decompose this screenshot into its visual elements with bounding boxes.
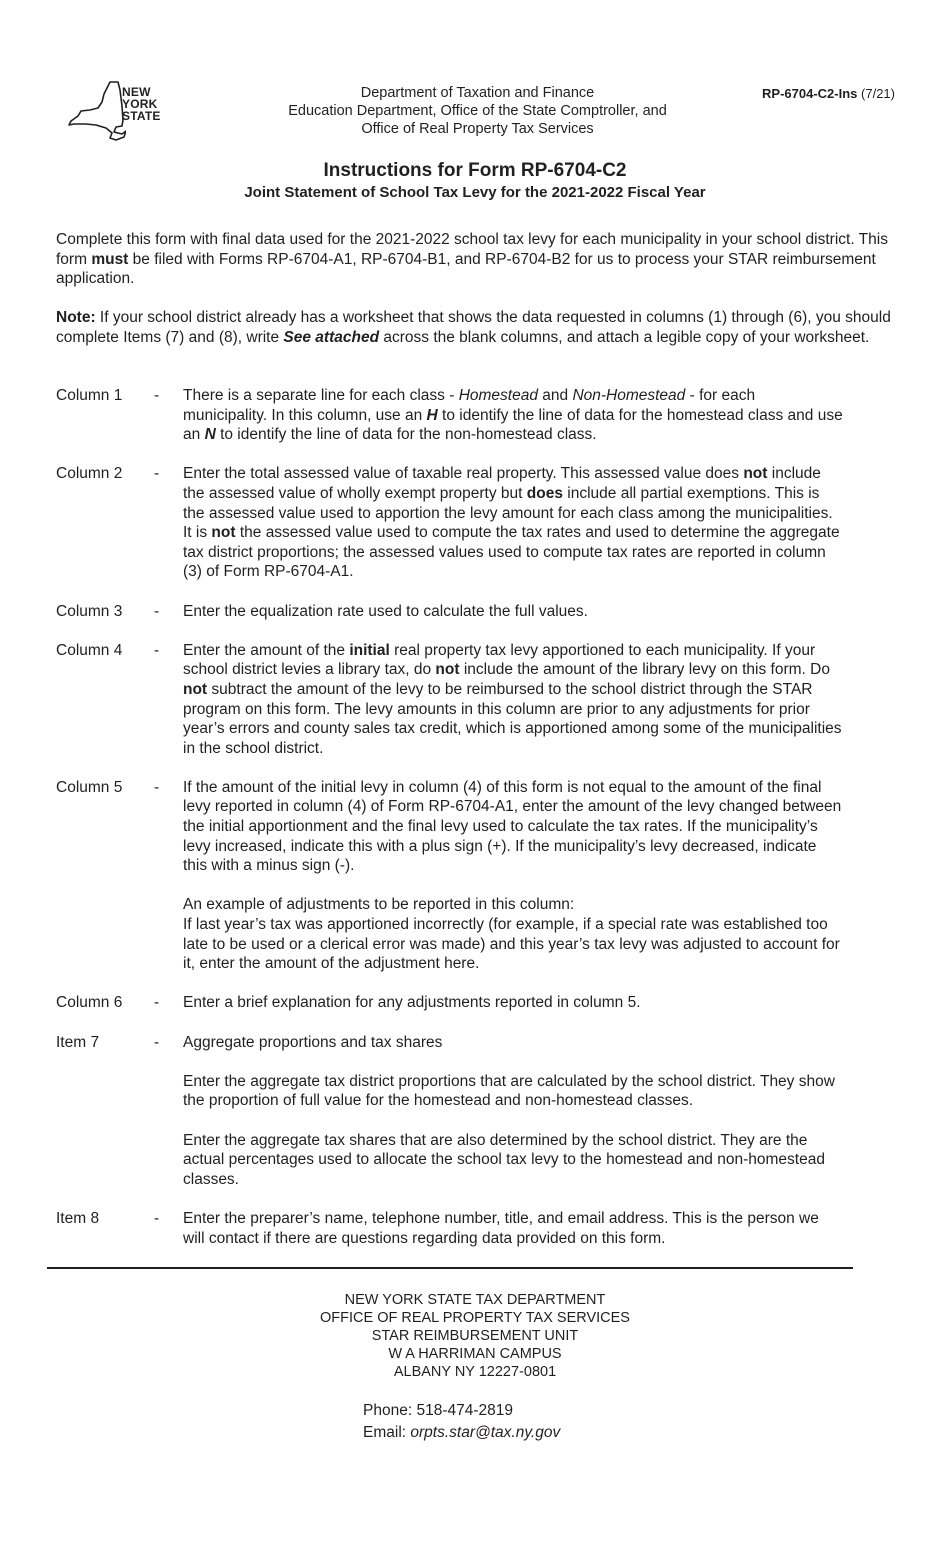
- divider: [47, 1267, 853, 1269]
- item-dash: -: [154, 387, 160, 404]
- desc-text: If last year’s tax was apportioned incorrectly (for example, if a special rate was established too late to be used or a clerical error was made) and this year’s tax levy was adjusted to account for it, enter the amount of the adjustment here.: [183, 916, 840, 973]
- agency-line: Department of Taxation and Finance: [360, 85, 595, 101]
- instruction-column-1: [56, 386, 896, 445]
- desc-text: Enter the total assessed value of taxable real property. This assessed value does: [183, 465, 744, 483]
- item-dash: -: [154, 641, 160, 659]
- item-label: Column 2: [56, 465, 123, 483]
- intro-emphasis: must: [91, 250, 129, 268]
- note-paragraph: [56, 308, 896, 347]
- desc-paragraph: Aggregate proportions and tax shares: [183, 1033, 443, 1051]
- logo-line: STATE: [122, 109, 161, 123]
- note-emphasis: See attached: [283, 328, 380, 346]
- agency-line: Education Department, Office of the State Comptroller, and: [288, 103, 667, 119]
- item-description: [183, 778, 843, 974]
- intro-text: Complete this form with final data used for the 2021-2022 school tax levy for each municipality in your school district. This form: [56, 231, 888, 268]
- form-code-number: RP-6704-C2-Ins: [762, 86, 858, 101]
- nys-map-outline: [66, 80, 126, 144]
- page-title: Instructions for Form RP-6704-C2: [323, 160, 627, 181]
- address-line: ALBANY NY 12227-0801: [393, 1364, 557, 1380]
- phone-number: 518-474-2819: [416, 1402, 513, 1419]
- email-label: Email:: [363, 1424, 407, 1441]
- page-subtitle: Joint Statement of School Tax Levy for the 2021-2022 Fiscal Year: [244, 184, 706, 201]
- desc-code: H: [426, 406, 438, 424]
- desc-text: real property tax levy apportioned to each municipality. If your school district levies a library tax, do: [183, 641, 816, 679]
- address-line: STAR REIMBURSEMENT UNIT: [371, 1328, 579, 1344]
- desc-text: include the assessed value of wholly exempt property but: [183, 465, 821, 502]
- note-text: across the blank columns, and attach a legible copy of your worksheet.: [379, 328, 870, 346]
- item-label: Item 7: [56, 1033, 100, 1051]
- desc-bold: not: [211, 524, 236, 542]
- item-dash: -: [154, 465, 160, 483]
- instruction-list: [56, 386, 896, 1268]
- instruction-column-5: [56, 778, 896, 974]
- item-description: [183, 464, 843, 582]
- item-label: Column 1: [56, 387, 123, 404]
- item-dash: -: [154, 602, 160, 620]
- intro-text: be filed with Forms RP-6704-A1, RP-6704-B1, and RP-6704-B2 for us to process your STAR reimbursement application.: [56, 250, 876, 288]
- desc-paragraph: Enter the aggregate tax district proportions that are calculated by the school district. They show the proportion of full value for the homestead and non-homestead classes.: [183, 1072, 835, 1110]
- item-dash: -: [154, 1209, 160, 1227]
- desc-text: to identify the line of data for the homestead class and use an: [183, 406, 843, 444]
- desc-bold: not: [183, 680, 208, 698]
- instruction-item-7: [56, 1033, 896, 1190]
- desc-text: Enter the amount of the: [183, 641, 350, 659]
- instruction-column-3: [56, 602, 896, 622]
- instruction-column-6: [56, 993, 896, 1013]
- email-address[interactable]: orpts.star@tax.ny.gov: [410, 1424, 561, 1441]
- item-label: Column 4: [56, 641, 123, 659]
- address-line: W A HARRIMAN CAMPUS: [388, 1346, 562, 1362]
- phone-label: Phone:: [363, 1402, 413, 1419]
- item-dash: -: [154, 778, 160, 796]
- email-line: [363, 1422, 560, 1444]
- item-dash: -: [154, 1033, 160, 1051]
- address-line: OFFICE OF REAL PROPERTY TAX SERVICES: [320, 1310, 630, 1326]
- note-text: If your school district already has a worksheet that shows the data requested in columns (1) through (6), you should complete Items (7) and (8), write: [56, 309, 891, 346]
- mailing-address: [0, 1291, 950, 1381]
- desc-text: include all partial exemptions. This is the assessed value used to apportion the levy amount for each class among the municipalities. It is: [183, 484, 833, 542]
- desc-bold: not: [743, 465, 768, 483]
- desc-text: include the amount of the library levy on this form. Do: [459, 661, 830, 679]
- item-label: Column 3: [56, 602, 123, 620]
- desc-text: the assessed value used to compute the tax rates and used to determine the aggregate tax district proportions; the assessed values used to compute tax rates are reported in column (3) of Form RP-6704-A1.: [183, 524, 840, 581]
- desc-paragraph: [183, 895, 843, 973]
- desc-text: - for each municipality. In this column, use an: [183, 387, 756, 424]
- item-dash: -: [154, 994, 160, 1012]
- phone-line: [363, 1400, 560, 1422]
- desc-italic: Non-Homestead: [572, 387, 686, 404]
- item-label: Column 5: [56, 778, 123, 796]
- instruction-item-8: [56, 1209, 896, 1248]
- address-line: NEW YORK STATE TAX DEPARTMENT: [344, 1292, 606, 1308]
- item-description: [183, 641, 843, 759]
- desc-bold: initial: [349, 641, 390, 659]
- item-description: Enter the equalization rate used to calculate the full values.: [183, 602, 588, 620]
- instruction-column-4: [56, 641, 896, 759]
- agency-line: Office of Real Property Tax Services: [361, 121, 594, 137]
- desc-bold: does: [526, 484, 563, 502]
- form-code: [762, 86, 895, 101]
- item-label: Item 8: [56, 1209, 100, 1227]
- desc-text: to identify the line of data for the non-homestead class.: [215, 426, 597, 444]
- desc-text: There is a separate line for each class -: [183, 387, 459, 404]
- intro-paragraph: [56, 230, 896, 289]
- form-code-date: (7/21): [861, 86, 895, 101]
- contact-info: [363, 1400, 560, 1444]
- instruction-column-2: [56, 464, 896, 582]
- agency-header: [250, 84, 705, 138]
- desc-italic: Homestead: [458, 387, 538, 404]
- logo-line: NEW: [122, 85, 151, 99]
- logo-line: YORK: [122, 97, 158, 111]
- note-label: Note:: [56, 309, 96, 326]
- desc-bold: not: [435, 661, 460, 679]
- item-description: [183, 386, 843, 445]
- desc-text: An example of adjustments to be reported in this column:: [183, 896, 575, 914]
- desc-text: and: [537, 387, 573, 404]
- logo-wordmark: [122, 86, 161, 122]
- nys-logo: [66, 80, 176, 144]
- desc-text: subtract the amount of the levy to be reimbursed to the school district through the STAR program on this form. The levy amounts in this column are prior to any adjustments for prior year’s errors and county sales tax credit, which is apportioned among some of the municipalities in the school district.: [183, 680, 842, 757]
- item-description: Enter a brief explanation for any adjustments reported in column 5.: [183, 994, 641, 1012]
- item-description: [183, 1033, 843, 1190]
- desc-code: N: [204, 426, 216, 444]
- desc-paragraph: If the amount of the initial levy in column (4) of this form is not equal to the amount of the final levy reported in column (4) of Form RP-6704-A1, enter the amount of the levy changed between the initial apportionment and the final levy used to calculate the tax rates. If the municipality’s levy increased, indicate this with a plus sign (+). If the municipality’s levy decreased, indicate this with a minus sign (-).: [183, 778, 842, 875]
- item-description: Enter the preparer’s name, telephone number, title, and email address. This is the person we will contact if there are questions regarding data provided on this form.: [183, 1209, 819, 1247]
- desc-paragraph: Enter the aggregate tax shares that are also determined by the school district. They are the actual percentages used to allocate the school tax levy to the homestead and non-homestead classes.: [183, 1131, 825, 1188]
- title-block: [0, 159, 950, 202]
- item-label: Column 6: [56, 994, 123, 1012]
